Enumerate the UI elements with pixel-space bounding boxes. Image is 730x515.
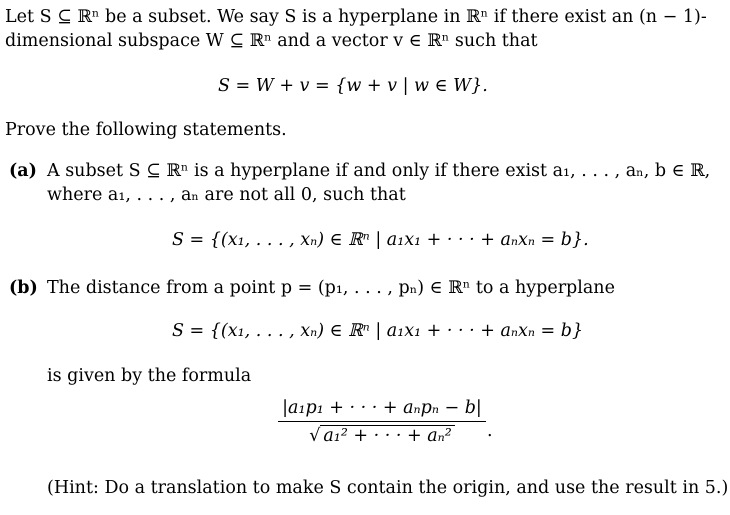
part-b-line-1: The distance from a point p = (p₁, . . . , pₙ) ∈ ℝⁿ to a hyperplane <box>47 278 615 298</box>
part-a-label: (a) <box>9 161 37 181</box>
formula-denominator-wrap <box>278 422 486 446</box>
part-b-equation: S = {(x₁, . . . , xₙ) ∈ ℝⁿ | a₁x₁ + · · · + aₙxₙ = b} <box>172 321 584 341</box>
part-b-label: (b) <box>9 278 38 298</box>
hint-text: (Hint: Do a translation to make S contain the origin, and use the result in 5.) <box>47 478 729 498</box>
part-a-line-1: A subset S ⊆ ℝⁿ is a hyperplane if and only if there exist a₁, . . . , aₙ, b ∈ ℝ, <box>47 161 711 181</box>
prompt-text: Prove the following statements. <box>5 120 287 140</box>
formula-denominator: a₁² + · · · + aₙ² <box>320 425 454 446</box>
distance-formula <box>278 398 486 446</box>
part-a-line-2: where a₁, . . . , aₙ are not all 0, such that <box>47 185 406 205</box>
part-b-line-2: is given by the formula <box>47 366 252 386</box>
formula-period: . <box>487 421 493 441</box>
part-a-equation: S = {(x₁, . . . , xₙ) ∈ ℝⁿ | a₁x₁ + · · · + aₙxₙ = b}. <box>172 230 589 250</box>
intro-line-1: Let S ⊆ ℝⁿ be a subset. We say S is a hyperplane in ℝⁿ if there exist an (n − 1)- <box>5 7 707 27</box>
intro-equation: S = W + v = {w + v | w ∈ W}. <box>218 76 488 96</box>
radical-sign-icon: √ <box>309 426 321 446</box>
formula-numerator: |a₁p₁ + · · · + aₙpₙ − b| <box>278 398 486 422</box>
intro-line-2: dimensional subspace W ⊆ ℝⁿ and a vector v ∈ ℝⁿ such that <box>5 31 538 51</box>
